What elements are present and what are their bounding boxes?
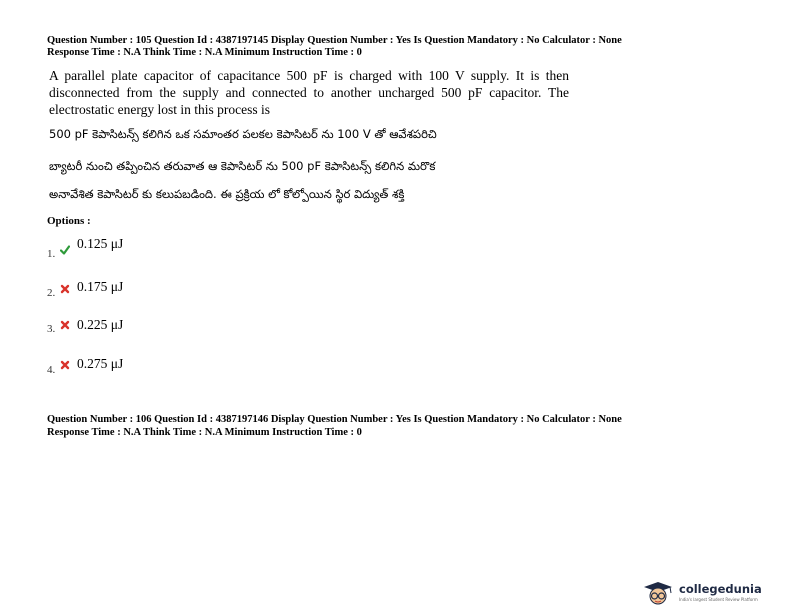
question-stem-telugu-line3: అనావేశిత కెపాసిటర్ కు కలుపబడింది. ఈ ప్రక్రియ లో కోల్పోయిన స్థిర విద్యుత్ శక్తి: [49, 187, 405, 201]
correct-check-icon: [60, 245, 70, 255]
wrong-cross-icon: [60, 284, 70, 294]
question-stem-telugu-line2: బ్యాటరీ నుంచి తప్పించిన తరువాత ఆ కెపాసిటర్ ను 500 pF కెపాసిటన్స్ కలిగిన మరొక: [49, 159, 436, 173]
logo-name: collegedunia: [679, 582, 762, 596]
option-text: 0.275 μJ: [77, 356, 124, 371]
mascot-icon: [641, 581, 675, 605]
q106-meta-line2: Response Time : N.A Think Time : N.A Minimum Instruction Time : 0: [47, 427, 362, 438]
question-stem-telugu-line1: 500 pF కెపాసిటన్స్ కలిగిన ఒక సమాంతర పలకల కెపాసిటర్ ను 100 V తో ఆవేశపరిచి: [49, 127, 437, 141]
option-number: 3.: [47, 323, 56, 335]
option-number: 4.: [47, 364, 56, 376]
options-label: Options :: [47, 215, 91, 227]
q106-meta-line1: Question Number : 106 Question Id : 4387197146 Display Question Number : Yes Is Question Mandatory : No Calculator : None: [47, 414, 622, 425]
option-text: 0.125 μJ: [77, 236, 124, 251]
wrong-cross-icon: [60, 320, 70, 330]
q105-meta-line1: Question Number : 105 Question Id : 4387197145 Display Question Number : Yes Is Question Mandatory : No Calculator : None: [47, 35, 622, 46]
logo-tagline: India's largest Student Review Platform: [679, 597, 758, 602]
option-text: 0.175 μJ: [77, 279, 124, 294]
wrong-cross-icon: [60, 360, 70, 370]
option-number: 1.: [47, 248, 56, 260]
collegedunia-logo: [641, 581, 781, 605]
question-stem-english: A parallel plate capacitor of capacitance 500 pF is charged with 100 V supply. It is then disconnected from the supply and connected to another uncharged 500 pF capacitor. The electrostatic energy lost in this process is: [49, 68, 569, 117]
option-number: 2.: [47, 287, 56, 299]
option-text: 0.225 μJ: [77, 317, 124, 332]
q105-meta-line2: Response Time : N.A Think Time : N.A Minimum Instruction Time : 0: [47, 47, 362, 58]
